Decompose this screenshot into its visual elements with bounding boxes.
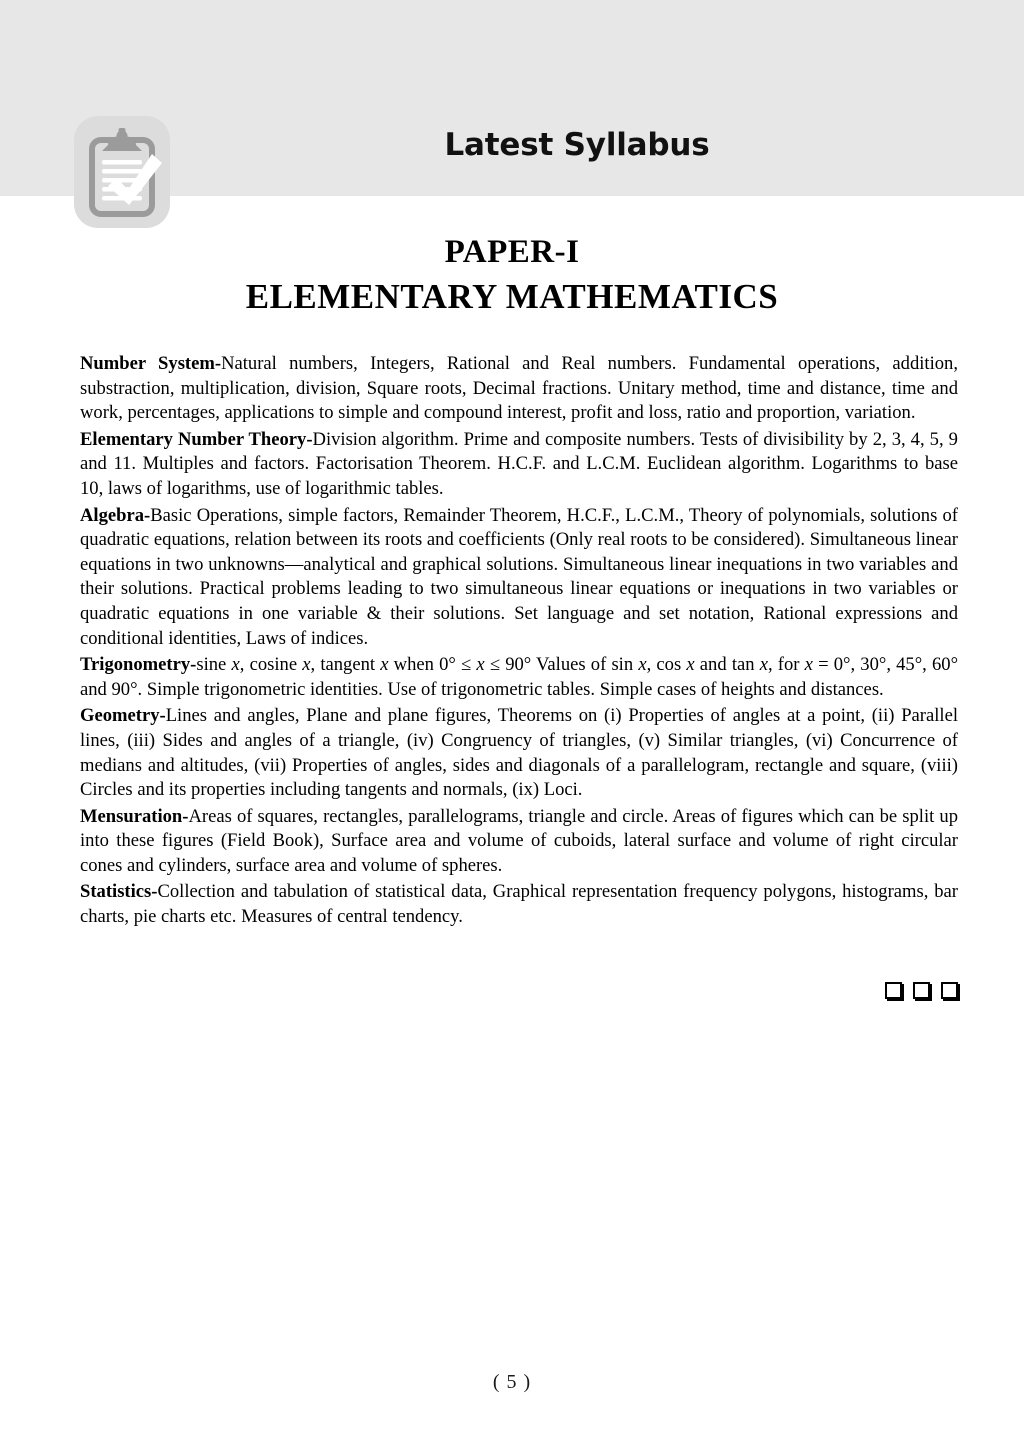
section-heading: Mensuration- — [80, 805, 189, 827]
syllabus-section — [80, 352, 958, 426]
page-number: ( 5 ) — [492, 1371, 532, 1393]
section-heading: Statistics- — [80, 881, 158, 903]
square-outline-icon — [885, 982, 902, 999]
syllabus-section — [80, 704, 958, 802]
section-heading: Geometry- — [80, 705, 166, 727]
section-body: sine x, cosine x, tangent x when 0° ≤ x ≤ 90° Values of sin x, cos x and tan x, for x = 0°, 30°, 45°, 60° and 90°. Simple trigonometric identities. Use of trigonometric tables. Simple cases of heights and distances. — [80, 654, 959, 700]
section-body: Collection and tabulation of statistical data, Graphical representation frequency polygons, histograms, bar charts, pie charts etc. Measures of central tendency. — [80, 881, 958, 928]
square-outline-icon — [913, 982, 930, 999]
syllabus-section — [80, 653, 958, 702]
syllabus-section — [80, 428, 958, 502]
syllabus-section — [80, 504, 958, 652]
paper-title: PAPER-I — [444, 234, 580, 270]
section-body: Lines and angles, Plane and plane figures, Theorems on (i) Properties of angles at a point, (ii) Parallel lines, (iii) Sides and angles of a triangle, (iv) Congruency of triangles, (v) Similar triangles, (vi) Concurrence of medians and altitudes, (vii) Properties of angles, sides and diagonals of a parallelogram, rectangle and square, (viii) Circles and its properties including tangents and normals, (ix) Loci. — [80, 705, 958, 801]
section-body: Natural numbers, Integers, Rational and Real numbers. Fundamental operations, addition, substraction, multiplication, division, Square roots, Decimal fractions. Unitary method, time and distance, time and work, percentages, applications to simple and compound interest, profit and loss, ratio and proportion, variation. — [80, 353, 958, 424]
page-title: Latest Syllabus — [444, 127, 710, 163]
syllabus-section — [80, 805, 958, 879]
section-body: Division algorithm. Prime and composite numbers. Tests of divisibility by 2, 3, 4, 5, 9 and 11. Multiples and factors. Factorisation Theorem. H.C.F. and L.C.M. Euclidean algorithm. Logarithms to base 10, laws of logarithms, use of logarithmic tables. — [80, 428, 958, 499]
section-heading: Number System- — [80, 353, 222, 374]
section-heading: Algebra- — [80, 504, 151, 526]
square-outline-icon — [941, 982, 958, 999]
section-heading: Elementary Number Theory- — [80, 428, 313, 450]
section-body: Basic Operations, simple factors, Remainder Theorem, H.C.F., L.C.M., Theory of polynomials, solutions of quadratic equations, relation between its roots and coefficients (Only real roots to be considered). Simultaneous linear equations in two unknowns—analytical and graphical solutions. Simultaneous linear inequations in two variables and their solutions. Practical problems leading to two simultaneous linear equations or inequations in two variables or quadratic equations in one variable & their solutions. Set language and set notation, Rational expressions and conditional identities, Laws of indices. — [80, 504, 958, 649]
section-heading: Trigonometry- — [80, 654, 197, 676]
subject-title: ELEMENTARY MATHEMATICS — [245, 277, 779, 317]
document-titles — [0, 232, 1024, 321]
syllabus-body — [80, 352, 958, 932]
syllabus-section — [80, 880, 958, 929]
section-body: Areas of squares, rectangles, parallelograms, triangle and circle. Areas of figures which can be split up into these figures (Field Book), Surface area and volume of cuboids, lateral surface and volume of right circular cones and cylinders, surface area and volume of spheres. — [80, 805, 958, 876]
section-end-ornament — [0, 982, 958, 999]
